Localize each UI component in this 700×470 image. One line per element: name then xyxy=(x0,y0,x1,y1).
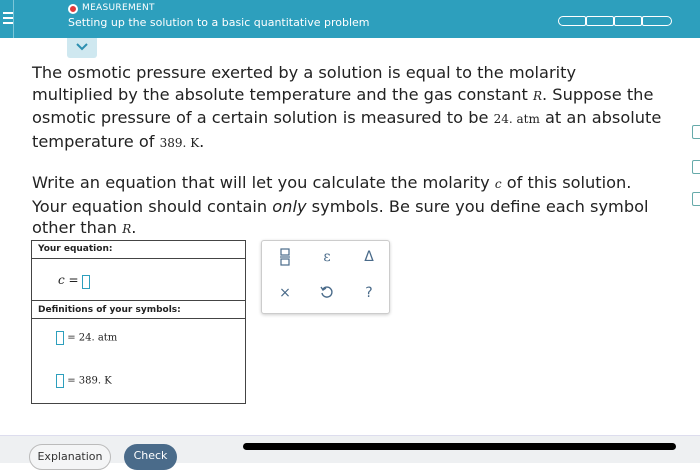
chevron-down-icon xyxy=(76,43,88,51)
definition-value-1: = 24. atm xyxy=(67,332,118,344)
fraction-button[interactable] xyxy=(270,247,300,271)
periodic-table-icon[interactable] xyxy=(692,192,700,206)
question-paragraph-1: The osmotic pressure exerted by a solution is equal to the molarity multiplied by the absolute temperature and the gas constant R. Suppose the osmotic pressure of a certain solution is measured to be 24. atm at an absolute temperature of 389. K. xyxy=(32,63,662,151)
equation-line xyxy=(58,273,90,289)
undo-icon xyxy=(320,285,334,299)
explanation-button[interactable]: Explanation xyxy=(29,444,111,470)
symbol-palette xyxy=(261,240,390,314)
calculator-icon[interactable] xyxy=(692,125,700,139)
definitions-header: Definitions of your symbols: xyxy=(32,301,245,319)
equation-lhs: c = xyxy=(58,273,79,287)
symbol-input-1[interactable] xyxy=(56,331,64,345)
symbol-input-2[interactable] xyxy=(56,374,64,388)
help-button[interactable]: ? xyxy=(365,285,373,301)
question-paragraph-2: Write an equation that will let you calculate the molarity c of this solution. Your equation should contain only symbols. Be sure you define each symbol other than R. xyxy=(32,173,649,237)
problem-title: Setting up the solution to a basic quantitative problem xyxy=(68,16,370,29)
equation-input[interactable] xyxy=(82,275,90,289)
answer-box xyxy=(31,240,246,404)
progress-bar xyxy=(558,16,672,26)
undo-button[interactable] xyxy=(312,285,342,309)
definitions-area xyxy=(32,319,245,403)
menu-icon[interactable] xyxy=(0,0,14,38)
chart-icon[interactable] xyxy=(692,160,700,174)
section-label: MEASUREMENT xyxy=(82,3,155,13)
progress-segment xyxy=(558,16,586,26)
status-indicator-icon xyxy=(68,4,78,14)
progress-segment xyxy=(642,16,672,26)
equation-row xyxy=(32,259,245,301)
delta-button[interactable]: Δ xyxy=(364,249,374,265)
top-bar xyxy=(0,0,700,38)
definition-value-2: = 389. K xyxy=(67,375,112,387)
collapse-header-button[interactable] xyxy=(67,38,97,58)
epsilon-button[interactable]: ε xyxy=(323,249,331,265)
progress-segment xyxy=(586,16,614,26)
definition-row xyxy=(56,374,112,388)
clear-button[interactable]: × xyxy=(279,285,291,301)
definition-row xyxy=(56,331,117,345)
check-button[interactable]: Check xyxy=(124,444,177,470)
horizontal-scrollbar[interactable] xyxy=(243,443,676,450)
progress-segment xyxy=(614,16,642,26)
fraction-icon xyxy=(279,247,291,267)
equation-header: Your equation: xyxy=(32,241,245,259)
